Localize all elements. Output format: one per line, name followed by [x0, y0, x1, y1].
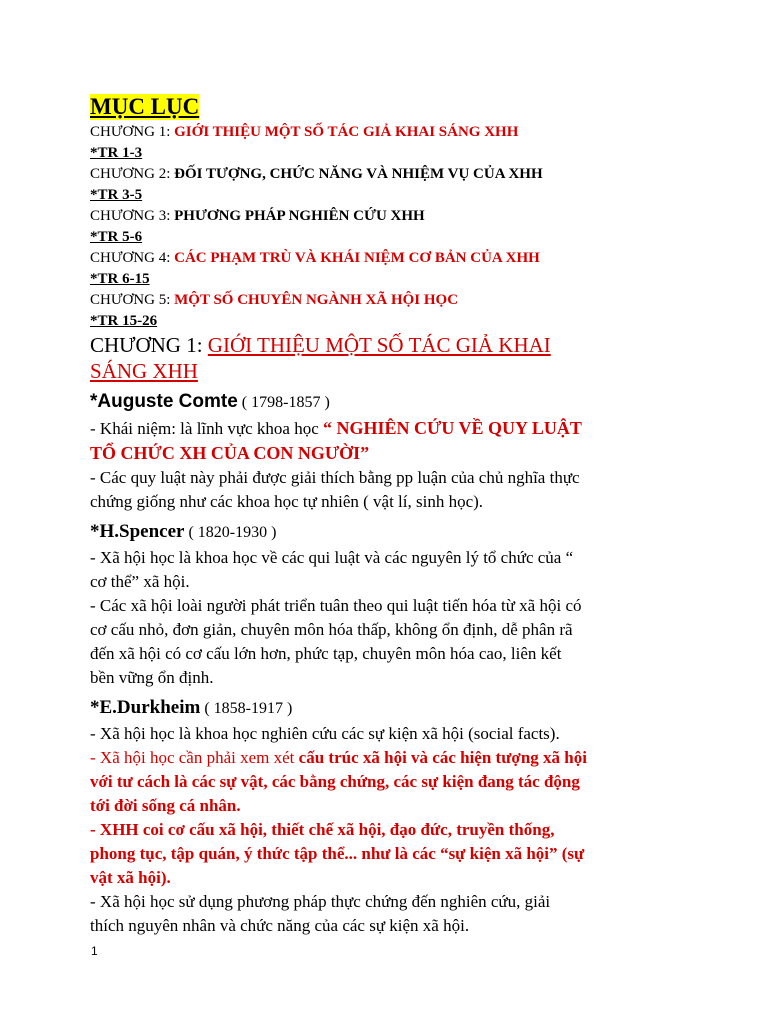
text-span: - Xã hội học cần phải xem xét [90, 748, 299, 767]
toc-item-pages: *TR 3-5 [90, 187, 143, 203]
author-heading-spencer [90, 518, 720, 546]
toc-item-title: CÁC PHẠM TRÙ VÀ KHÁI NIỆM CƠ BẢN CỦA XHH [174, 250, 540, 266]
paragraph [90, 818, 720, 890]
toc-item-4[interactable] [90, 248, 720, 269]
text-line: - Xã hội học sử dụng phương pháp thực chứng đến nghiên cứu, giải [90, 892, 551, 911]
toc-item-pages: *TR 15-26 [90, 313, 158, 329]
paragraph [90, 416, 720, 466]
text-line: chứng giống như các khoa học tự nhiên ( vật lí, sinh học). [90, 492, 484, 511]
highlight-text: với tư cách là các sự vật, các bằng chứng, các sự kiện đang tác động [90, 772, 580, 791]
toc-item-label: CHƯƠNG 5: [90, 292, 175, 308]
highlight-text: “ NGHIÊN CỨU VỀ QUY LUẬT [323, 418, 582, 438]
paragraph [90, 890, 720, 938]
text-line: - XHH coi cơ cấu xã hội, thiết chế xã hội, đạo đức, truyền thống, [90, 820, 555, 839]
paragraph [90, 722, 720, 746]
toc-item-title: GIỚI THIỆU MỘT SỐ TÁC GIẢ KHAI SÁNG XHH [174, 124, 519, 140]
paragraph [90, 466, 720, 514]
highlight-text: TỔ CHỨC XH CỦA CON NGƯỜI” [90, 443, 370, 463]
text-line: - Các xã hội loài người phát triển tuân theo qui luật tiến hóa từ xã hội có [90, 596, 582, 615]
author-name: *E.Durkheim [90, 697, 201, 718]
text-line: - Xã hội học là khoa học nghiên cứu các sự kiện xã hội (social facts). [90, 724, 560, 743]
author-heading-comte [90, 388, 720, 416]
paragraph [90, 546, 720, 594]
text-line: vật xã hội). [90, 868, 171, 887]
toc-item-label: CHƯƠNG 1: [90, 124, 175, 140]
author-years: ( 1820-1930 ) [184, 524, 277, 541]
page-number: 1 [91, 944, 98, 958]
highlight-text: cấu trúc xã hội và các hiện tượng xã hội [298, 748, 587, 767]
toc-item-pages: *TR 1-3 [90, 145, 143, 161]
toc-item-2[interactable] [90, 164, 720, 185]
toc-item-title: PHƯƠNG PHÁP NGHIÊN CỨU XHH [174, 208, 425, 224]
author-heading-durkheim [90, 694, 720, 722]
toc-item-3[interactable] [90, 206, 720, 227]
toc-item-label: CHƯƠNG 2: [90, 166, 175, 182]
paragraph [90, 746, 720, 818]
text-span: - Khái niệm: là lĩnh vực khoa học [90, 419, 323, 438]
text-line: đến xã hội có cơ cấu lớn hơn, phức tạp, chuyên môn hóa cao, liên kết [90, 644, 562, 663]
author-years: ( 1858-1917 ) [200, 700, 293, 717]
paragraph [90, 594, 720, 690]
text-line: phong tục, tập quán, ý thức tập thể... như là các “sự kiện xã hội” (sự [90, 844, 585, 863]
toc-title: MỤC LỤC [90, 94, 200, 119]
author-years: ( 1798-1857 ) [237, 394, 330, 411]
chapter-title-line-2: SÁNG XHH [90, 359, 198, 383]
toc-item-pages: *TR 5-6 [90, 229, 143, 245]
toc-item-title: MỘT SỐ CHUYÊN NGÀNH XÃ HỘI HỌC [174, 292, 459, 308]
text-line: thích nguyên nhân và chức năng của các sự kiện xã hội. [90, 916, 470, 935]
author-name: *H.Spencer [90, 521, 185, 542]
chapter-label: CHƯƠNG 1: [90, 333, 208, 357]
table-of-contents [90, 94, 720, 332]
text-line: cơ cấu nhỏ, đơn giản, chuyên môn hóa thấp, không ổn định, dễ phân rã [90, 620, 573, 639]
author-name: *Auguste Comte [90, 391, 238, 412]
toc-item-title: ĐỐI TƯỢNG, CHỨC NĂNG VÀ NHIỆM VỤ CỦA XHH [174, 166, 543, 182]
highlight-text: tới đời sống cá nhân. [90, 796, 241, 815]
toc-item-pages: *TR 6-15 [90, 271, 150, 287]
toc-item-1[interactable] [90, 122, 720, 143]
chapter-title-line-1: GIỚI THIỆU MỘT SỐ TÁC GIẢ KHAI [207, 333, 551, 357]
text-line: bền vững ổn định. [90, 668, 214, 687]
chapter-heading [90, 333, 720, 358]
document-page [90, 94, 720, 938]
toc-item-label: CHƯƠNG 3: [90, 208, 175, 224]
text-line: - Xã hội học là khoa học về các qui luật và các nguyên lý tổ chức của “ [90, 548, 574, 567]
text-line: cơ thể” xã hội. [90, 572, 190, 591]
toc-item-5[interactable] [90, 290, 720, 311]
toc-item-label: CHƯƠNG 4: [90, 250, 175, 266]
text-line: - Các quy luật này phải được giải thích bằng pp luận của chủ nghĩa thực [90, 468, 580, 487]
chapter-heading-line-2 [90, 359, 720, 384]
